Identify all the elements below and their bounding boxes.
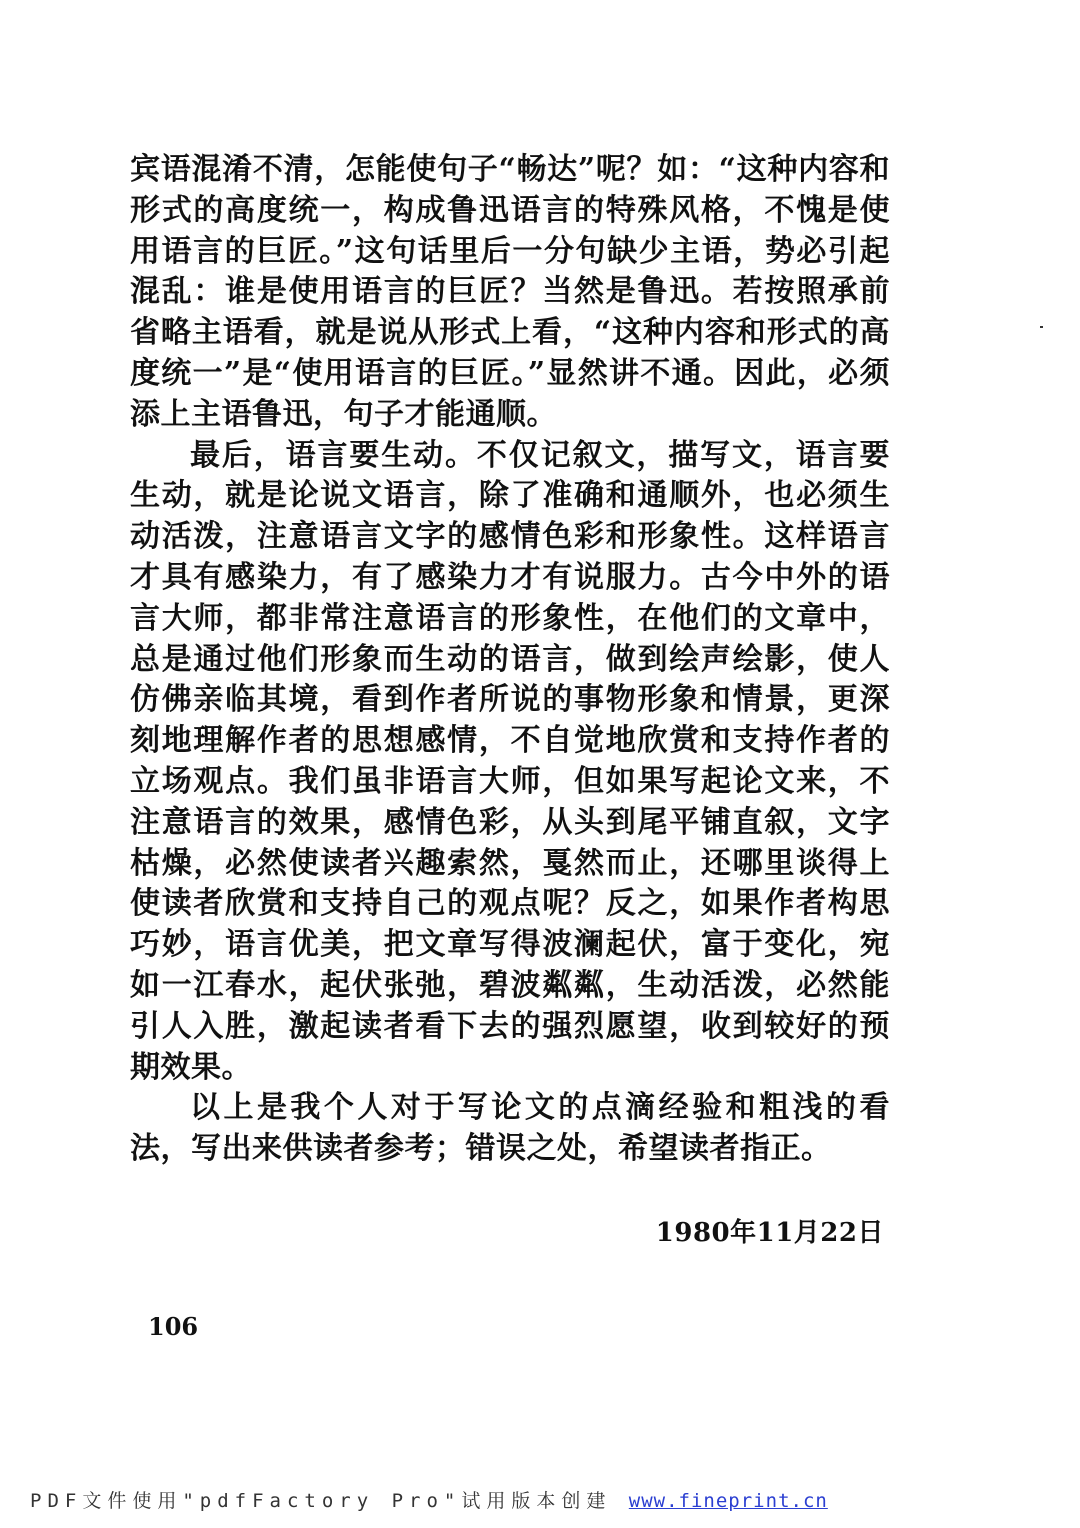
pdf-watermark	[30, 1486, 828, 1513]
paragraph-1: 宾语混淆不清，怎能使句子“畅达”呢？如：“这种内容和形式的高度统一，构成鲁迅语言的特殊风格，不愧是使用语言的巨匠。”这句话里后一分句缺少主语，势必引起混乱：谁是使用语言的巨匠？当然是鲁迅。若按照承前省略主语看，就是说从形式上看，“这种内容和形式的高度统一”是“使用语言的巨匠。”显然讲不通。因此，必须添上主语鲁迅，句子才能通顺。	[130, 152, 890, 432]
watermark-link[interactable]: www.fineprint.cn	[628, 1490, 828, 1512]
date-signature: 1980年11月22日	[655, 1218, 884, 1248]
paragraph-2: 最后，语言要生动。不仅记叙文，描写文，语言要生动，就是论说文语言，除了准确和通顺外，也必须生动活泼，注意语言文字的感情色彩和形象性。这样语言才具有感染力，有了感染力才有说服力。古今中外的语言大师，都非常注意语言的形象性，在他们的文章中，总是通过他们形象而生动的语言，做到绘声绘影，使人仿佛亲临其境，看到作者所说的事物形象和情景，更深刻地理解作者的思想感情，不自觉地欣赏和支持作者的立场观点。我们虽非语言大师，但如果写起论文来，不注意语言的效果，感情色彩，从头到尾平铺直叙，文字枯燥，必然使读者兴趣索然，戛然而止，还哪里谈得上使读者欣赏和支持自己的观点呢？反之，如果作者构思巧妙，语言优美，把文章写得波澜起伏，富于变化，宛如一江春水，起伏张弛，碧波粼粼，生动活泼，必然能引人入胜，激起读者看下去的强烈愿望，收到较好的预期效果。	[130, 437, 890, 1085]
paragraph-3: 以上是我个人对于写论文的点滴经验和粗浅的看法，写出来供读者参考；错误之处，希望读者指正。	[130, 1090, 890, 1167]
page-number: 106	[148, 1312, 199, 1341]
watermark-text: PDF文件使用"pdfFactory Pro"试用版本创建	[30, 1490, 612, 1512]
body-text	[130, 150, 890, 1170]
scan-speck	[1040, 326, 1043, 328]
